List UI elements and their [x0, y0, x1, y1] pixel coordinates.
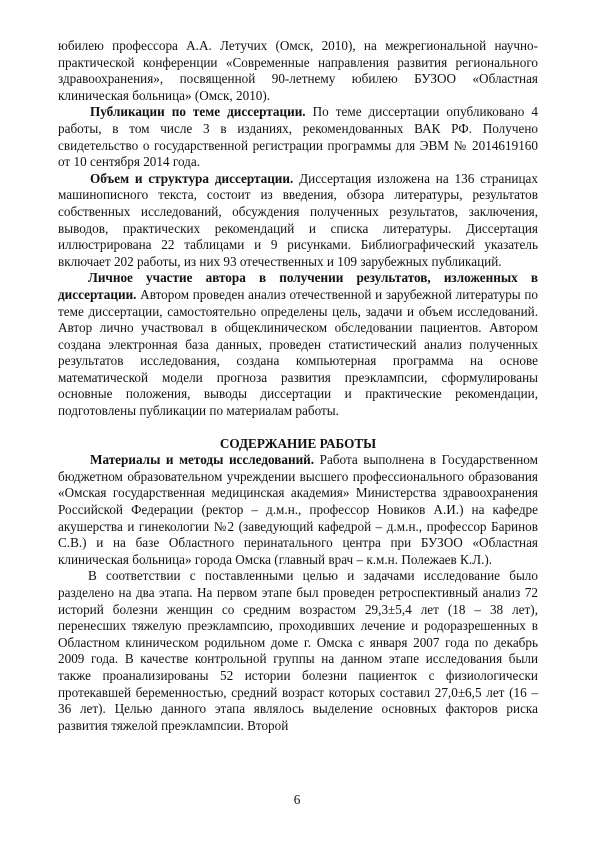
paragraph-materials-methods [58, 452, 538, 568]
publications-heading: Публикации по теме диссертации. [90, 104, 306, 120]
publications-text: По теме диссертации опубликовано 4 работы, в том числе 3 в изданиях, рекомендованных ВАК РФ. Получено свидетельство о государственной регистрации программы для ЭВМ № 2014619160 от 10 сентября 2014 года. [58, 104, 538, 170]
materials-methods-text: Работа выполнена в Государственном бюджетном образовательном учреждении высшего профессионального образования «Омская государственная медицинская академия» Министерства здравоохранения Российской Федерации (ректор – д.м.н., профессор Новиков А.И.) на кафедре акушерства и гинекологии №2 (заведующий кафедрой – д.м.н., профессор Баринов С.В.) и на базе Областного перинатального центра при БУЗОО «Областная клиническая больница» города Омска (главный врач – к.м.н. Полежаев К.Л.). [58, 452, 538, 567]
paragraph-author-contribution [58, 270, 538, 419]
paragraph-publications [58, 104, 538, 170]
section-title: СОДЕРЖАНИЕ РАБОТЫ [219, 435, 377, 451]
paragraph-conference-anniversary: юбилею профессора А.А. Летучих (Омск, 2010), на межрегиональной научно-практической конференции «Современные направления развития регионального здравоохранения», посвященной 90-летнему юбилею БУЗОО «Областная клиническая больница» (Омск, 2010). [58, 38, 538, 103]
volume-structure-text: Диссертация изложена на 136 страницах машинописного текста, состоит из введения, обзора литературы, результатов собственных исследований, обсуждения полученных результатов, заключения, выводов, практических рекомендаций и списка литературы. Диссертация иллюстрирована 22 таблицами и 9 рисунками. Библиографический указатель включает 202 работы, из них 93 отечественных и 109 зарубежных публикаций. [58, 170, 538, 269]
page-number: 6 [293, 792, 301, 807]
materials-methods-heading: Материалы и методы исследований. [90, 452, 315, 468]
volume-structure-heading: Объем и структура диссертации. [90, 170, 294, 186]
author-contribution-text: Автором проведен анализ отечественной и зарубежной литературы по теме диссертации, самостоятельно определены цель, задачи и объем исследований. Автор лично участвовал в общеклиническом обследовании пациентов. Автором создана электронная база данных, проведен статистический анализ полученных результатов исследования, создана компьютерная программа на основе математической модели прогноза развития преэклампсии, сформулированы основные положения, выводы диссертации и практические рекомендации, подготовлены публикации по материалам работы. [58, 286, 538, 419]
author-contribution-heading: Личное участие автора в получении результатов, изложенных в диссертации. [58, 270, 538, 302]
paragraph-volume-structure [58, 171, 538, 271]
paragraph-study-stages: В соответствии с поставленными целью и задачами исследование было разделено на два этапа. На первом этапе был проведен ретроспективный анализ 72 историй болезни женщин со средним возрастом 29,3±5,4 лет (18 – 38 лет), перенесших тяжелую преэклампсию, проходивших лечение и родоразрешенных в Областном клиническом родильном доме г. Омска с января 2007 года по декабрь 2009 года. В качестве контрольной группы на данном этапе исследования были также проанализированы 52 истории болезни пациенток с физиологически протекавшей беременностью, средний возраст которых составил 27,0±6,5 лет (16 – 36 лет). Целью данного этапа являлось выделение основных факторов риска развития тяжелой преэклампсии. Второй [58, 568, 538, 733]
